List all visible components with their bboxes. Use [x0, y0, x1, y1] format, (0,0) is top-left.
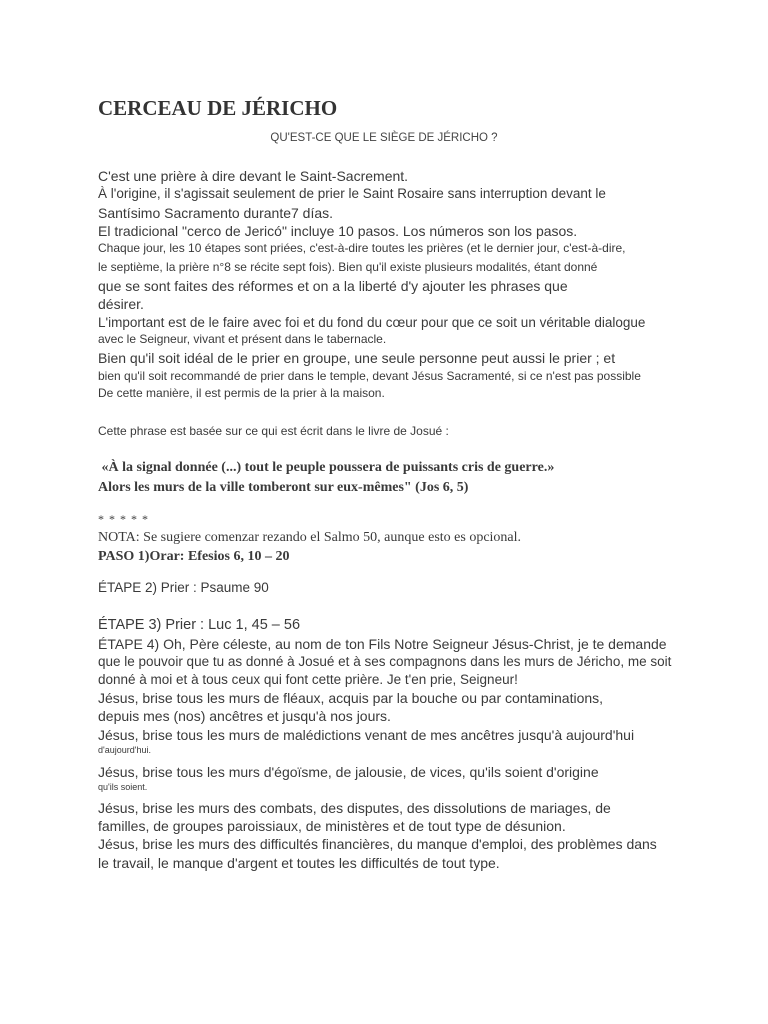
intro-line: De cette manière, il est permis de la prier à la maison.	[98, 386, 385, 400]
step-4-line: donné à moi et à tous ceux qui font cette prière. Je t'en prie, Seigneur!	[98, 672, 518, 687]
scripture-quote: «À la signal donnée (...) tout le peuple poussera de puissants cris de guerre.»	[98, 460, 555, 475]
separator-stars: * * * * *	[98, 512, 149, 526]
basis-text: Cette phrase est basée sur ce qui est écrit dans le livre de Josué :	[98, 424, 449, 438]
intro-line: avec le Seigneur, vivant et présent dans le tabernacle.	[98, 332, 387, 346]
step-4-line: depuis mes (nos) ancêtres et jusqu'à nos jours.	[98, 708, 391, 724]
step-4-line: Jésus, brise les murs des combats, des disputes, des dissolutions de mariages, de	[98, 800, 611, 816]
step-4-line: le travail, le manque d'argent et toutes les difficultés de tout type.	[98, 855, 500, 871]
step-4-line: Jésus, brise tous les murs de malédictions venant de mes ancêtres jusqu'à aujourd'hui	[98, 727, 635, 743]
step-4-line: Jésus, brise tous les murs de fléaux, acquis par la bouche ou par contaminations,	[98, 690, 604, 706]
intro-line: le septième, la prière n°8 se récite sept fois). Bien qu'il existe plusieurs modalités, étant donné	[98, 260, 598, 274]
page-subtitle: QU'EST-CE QUE LE SIÈGE DE JÉRICHO ?	[270, 132, 498, 144]
step-4-line: Jésus, brise les murs des difficultés financières, du manque d'emploi, des problèmes dans	[98, 836, 657, 852]
intro-line: À l'origine, il s'agissait seulement de prier le Saint Rosaire sans interruption devant le	[98, 186, 606, 201]
intro-line: désirer.	[98, 296, 144, 312]
step-4-line: Jésus, brise tous les murs d'égoïsme, de jalousie, de vices, qu'ils soient d'origine	[98, 764, 599, 780]
intro-line: bien qu'il soit recommandé de prier dans le temple, devant Jésus Sacramenté, si ce n'est pas possible	[98, 369, 641, 383]
step-2: ÉTAPE 2) Prier : Psaume 90	[98, 580, 269, 595]
step-3: ÉTAPE 3) Prier : Luc 1, 45 – 56	[98, 617, 301, 633]
scripture-quote: Alors les murs de la ville tomberont sur eux-mêmes" (Jos 6, 5)	[98, 480, 469, 495]
step-4-line: que le pouvoir que tu as donné à Josué et à ses compagnons dans les murs de Jéricho, me soit	[98, 654, 672, 669]
intro-line: C'est une prière à dire devant le Saint-Sacrement.	[98, 168, 409, 184]
intro-line: L'important est de le faire avec foi et du fond du cœur pour que ce soit un véritable dialogue	[98, 315, 646, 330]
page-title: CERCEAU DE JÉRICHO	[98, 96, 338, 120]
intro-line: Chaque jour, les 10 étapes sont priées, c'est-à-dire toutes les prières (et le dernier jour, c'est-à-dire,	[98, 241, 626, 255]
step-4-line: qu'ils soient.	[98, 782, 148, 792]
intro-line: que se sont faites des réformes et on a la liberté d'y ajouter les phrases que	[98, 278, 568, 294]
step-4-line: ÉTAPE 4) Oh, Père céleste, au nom de ton Fils Notre Seigneur Jésus-Christ, je te demande	[98, 636, 667, 652]
intro-line: El tradicional "cerco de Jericó" incluye 10 pasos. Los números son los pasos.	[98, 223, 578, 239]
step-4-line: familles, de groupes paroissiaux, de ministères et de tout type de désunion.	[98, 818, 566, 834]
step-1: PASO 1)Orar: Efesios 6, 10 – 20	[98, 549, 290, 564]
nota-text: NOTA: Se sugiere comenzar rezando el Salmo 50, aunque esto es opcional.	[98, 530, 522, 545]
intro-line: Santísimo Sacramento durante7 días.	[98, 205, 334, 221]
step-4-line: d'aujourd'hui.	[98, 745, 151, 755]
intro-line: Bien qu'il soit idéal de le prier en groupe, une seule personne peut aussi le prier ; et	[98, 350, 616, 366]
